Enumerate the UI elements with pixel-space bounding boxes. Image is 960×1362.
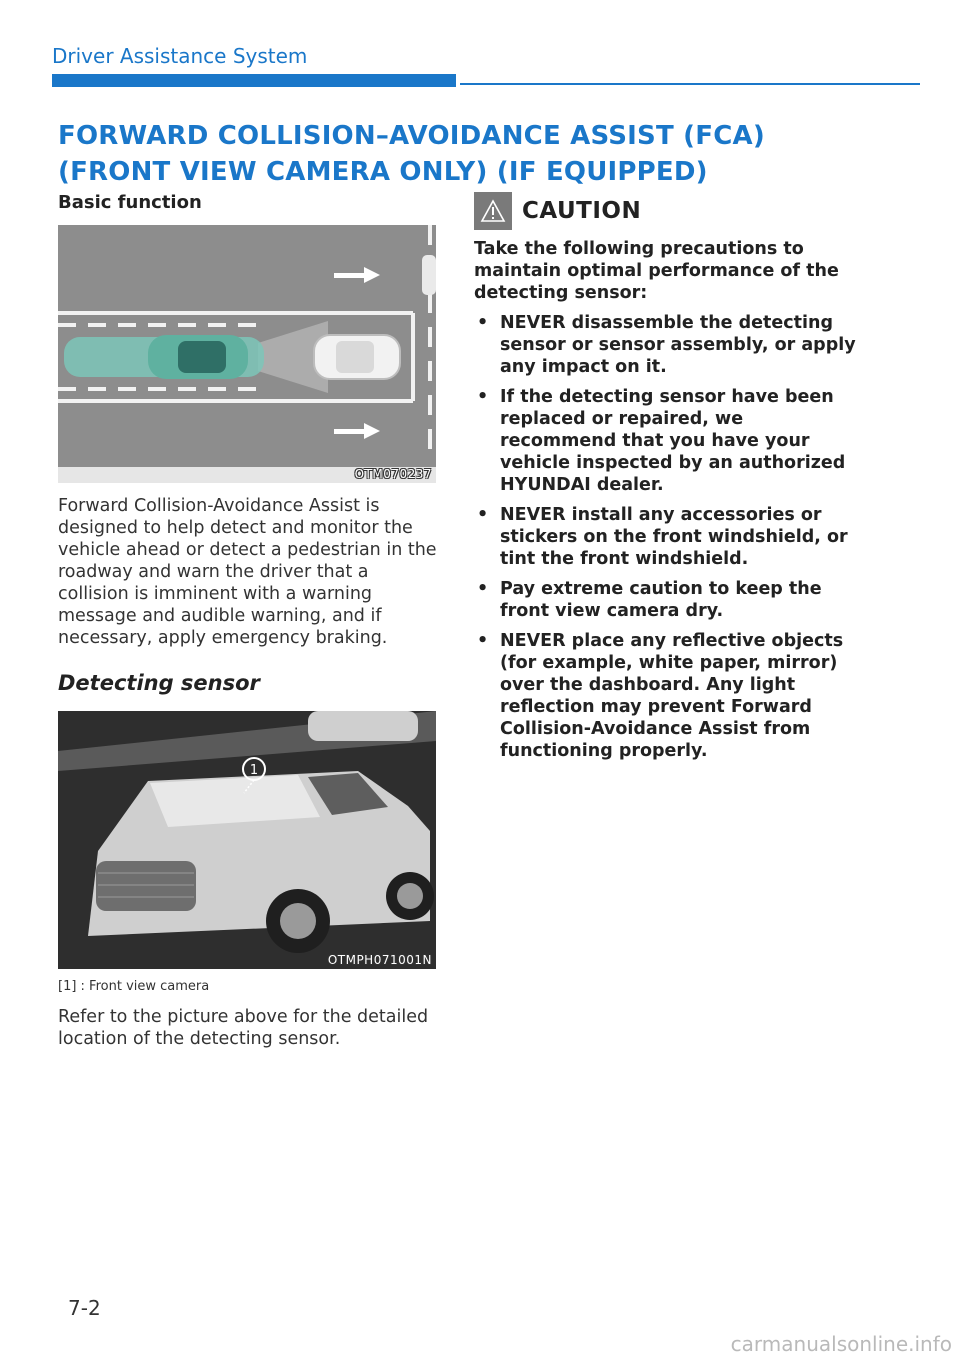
caution-item: • If the detecting sensor have been replaced or repaired, we recommend that you have your vehicle inspected by an authorized HYUNDAI dealer. — [474, 386, 864, 496]
figure-code: OTM070237 — [354, 467, 432, 481]
caution-item: • NEVER install any accessories or stickers on the front windshield, or tint the front windshield. — [474, 504, 864, 570]
fca-road-illustration — [58, 225, 436, 483]
left-column — [58, 192, 438, 1050]
caution-item: • Pay extreme caution to keep the front view camera dry. — [474, 578, 864, 622]
header-rule-thick — [52, 74, 456, 87]
caution-item: • NEVER place any reflective objects (for example, white paper, mirror) over the dashboard. Any light reflection may prevent Forward Collision-Avoidance Assist from functioning properly. — [474, 630, 864, 762]
warning-triangle-icon — [474, 192, 512, 230]
caution-item: • NEVER disassemble the detecting sensor or sensor assembly, or apply any impact on it. — [474, 312, 864, 378]
watermark: carmanualsonline.info — [730, 1332, 952, 1356]
caution-header — [474, 192, 864, 230]
road-diagram — [58, 225, 436, 483]
vehicle-diagram — [58, 711, 436, 969]
caution-intro: Take the following precautions to maintain optimal performance of the detecting sensor: — [474, 239, 839, 303]
section-title: FORWARD COLLISION–AVOIDANCE ASSIST (FCA) (FRONT VIEW CAMERA ONLY) (IF EQUIPPED) — [58, 121, 765, 187]
caution-list — [474, 312, 864, 762]
caution-label: CAUTION — [522, 198, 642, 224]
page-number: 7-2 — [68, 1296, 101, 1320]
detecting-sensor-heading: Detecting sensor — [58, 671, 260, 695]
location-paragraph: Refer to the picture above for the detailed location of the detecting sensor. — [58, 1007, 429, 1049]
intro-paragraph: Forward Collision-Avoidance Assist is designed to help detect and monitor the vehicle ahead or detect a pedestrian in the roadway and warn the driver that a collision is imminent with a warning message and audible warning, and if necessary, apply emergency braking. — [58, 496, 437, 648]
figure-code: OTMPH071001N — [327, 953, 432, 967]
camera-callout: 1 — [249, 763, 259, 778]
figure-caption: [1] : Front view camera — [58, 979, 210, 994]
running-header: Driver Assistance System — [52, 44, 308, 68]
caution-box — [474, 192, 864, 770]
vehicle-camera-illustration — [58, 711, 436, 969]
basic-function-heading: Basic function — [58, 192, 202, 213]
header-rule-thin — [460, 83, 920, 85]
